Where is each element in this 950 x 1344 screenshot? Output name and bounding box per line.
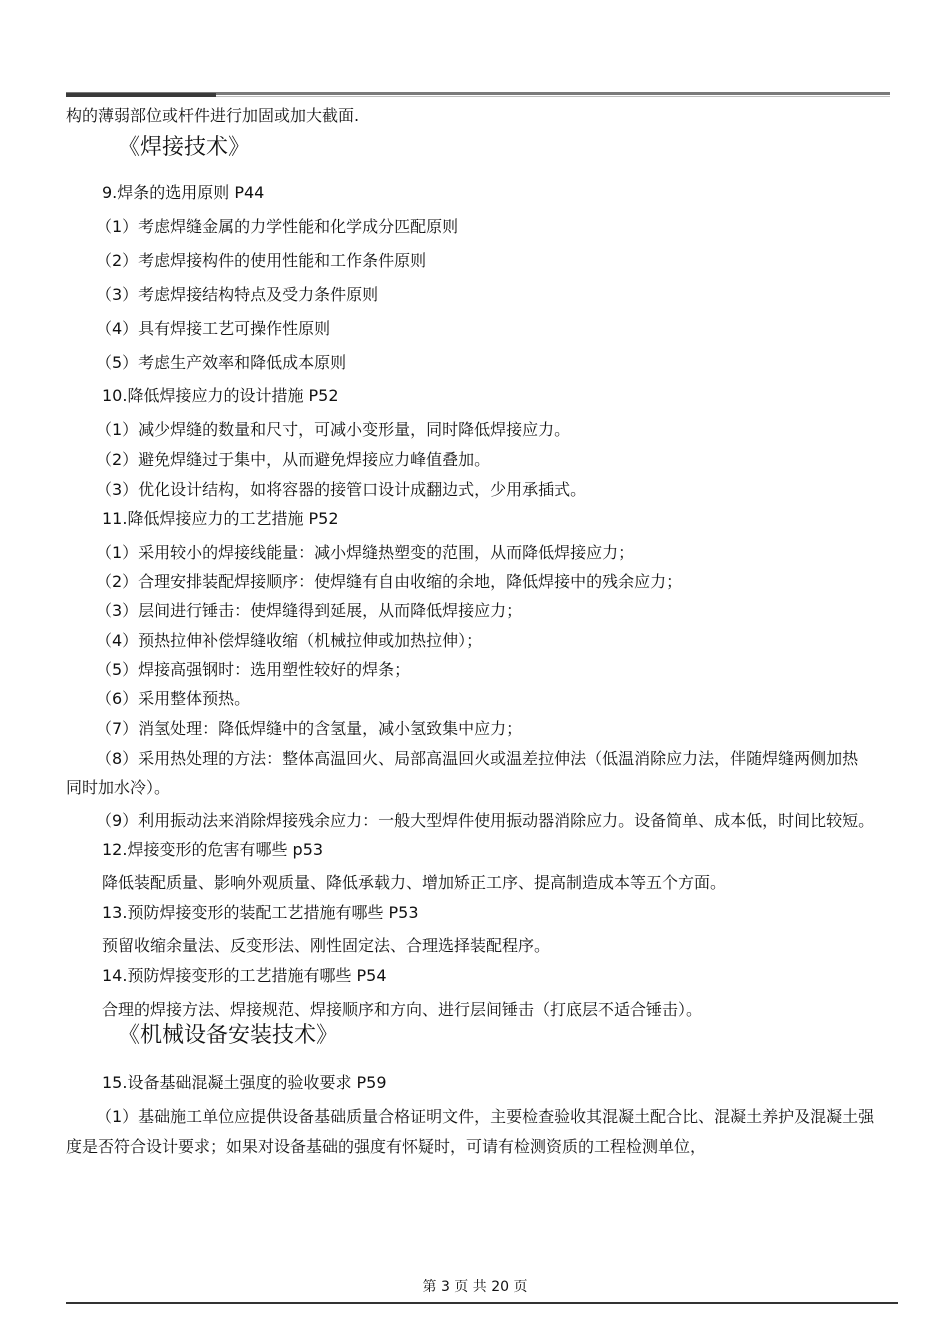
section-heading-installation: 《机械设备安装技术》 <box>118 1023 339 1048</box>
question-10-title: 10.降低焊接应力的设计措施 P52 <box>102 386 339 405</box>
q10-item-2: （2）避免焊缝过于集中，从而避免焊接应力峰值叠加。 <box>96 450 491 469</box>
q9-item-1: （1）考虑焊缝金属的力学性能和化学成分匹配原则 <box>96 217 459 236</box>
q11-item-8: （8）采用热处理的方法：整体高温回火、局部高温回火或温差拉伸法（低温消除应力法，伴随焊缝两侧加热 <box>96 749 859 768</box>
q11-item-5: （5）焊接高强钢时：选用塑性较好的焊条； <box>96 660 411 679</box>
question-14-title: 14.预防焊接变形的工艺措施有哪些 P54 <box>102 966 387 985</box>
question-12-title: 12.焊接变形的危害有哪些 p53 <box>102 840 324 859</box>
q13-answer: 预留收缩余量法、反变形法、刚性固定法、合理选择装配程序。 <box>102 936 551 955</box>
q11-item-3: （3）层间进行锤击：使焊缝得到延展，从而降低焊接应力； <box>96 601 523 620</box>
q11-item-2: （2）合理安排装配焊接顺序：使焊缝有自由收缩的余地，降低焊接中的残余应力； <box>96 572 683 591</box>
q10-item-1: （1）减少焊缝的数量和尺寸，可减小变形量，同时降低焊接应力。 <box>96 420 571 439</box>
section-heading-welding: 《焊接技术》 <box>118 135 251 160</box>
page-number: 第 3 页 共 20 页 <box>422 1279 528 1295</box>
q15-item-1: （1）基础施工单位应提供设备基础质量合格证明文件，主要检查验收其混凝土配合比、混凝土养护及混凝土强 <box>96 1107 875 1126</box>
q14-answer: 合理的焊接方法、焊接规范、焊接顺序和方向、进行层间锤击（打底层不适合锤击）。 <box>102 1000 703 1019</box>
question-15-title: 15.设备基础混凝土强度的验收要求 P59 <box>102 1073 387 1092</box>
continuation-text: 构的薄弱部位或杆件进行加固或加大截面. <box>66 106 360 125</box>
q11-item-1: （1）采用较小的焊接线能量：减小焊缝热塑变的范围，从而降低焊接应力； <box>96 543 635 562</box>
q9-item-4: （4）具有焊接工艺可操作性原则 <box>96 319 331 338</box>
question-13-title: 13.预防焊接变形的装配工艺措施有哪些 P53 <box>102 903 419 922</box>
question-9-title: 9.焊条的选用原则 P44 <box>102 183 265 202</box>
q11-item-9: （9）利用振动法来消除焊接残余应力：一般大型焊件使用振动器消除应力。设备简单、成本低，时间比较短。 <box>96 811 875 830</box>
q9-item-5: （5）考虑生产效率和降低成本原则 <box>96 353 347 372</box>
q11-item-8-cont: 同时加水冷）。 <box>66 778 171 797</box>
header-rule-accent <box>66 93 216 97</box>
q12-answer: 降低装配质量、影响外观质量、降低承载力、增加矫正工序、提高制造成本等五个方面。 <box>102 873 727 892</box>
question-11-title: 11.降低焊接应力的工艺措施 P52 <box>102 509 339 528</box>
q9-item-2: （2）考虑焊接构件的使用性能和工作条件原则 <box>96 251 427 270</box>
q11-item-4: （4）预热拉伸补偿焊缝收缩（机械拉伸或加热拉伸）； <box>96 631 483 650</box>
q9-item-3: （3）考虑焊接结构特点及受力条件原则 <box>96 285 379 304</box>
q10-item-3: （3）优化设计结构，如将容器的接管口设计成翻边式，少用承插式。 <box>96 480 587 499</box>
q15-item-1-cont: 度是否符合设计要求；如果对设备基础的强度有怀疑时，可请有检测资质的工程检测单位， <box>66 1137 707 1156</box>
q11-item-6: （6）采用整体预热。 <box>96 689 251 708</box>
q11-item-7: （7）消氢处理：降低焊缝中的含氢量，减小氢致集中应力； <box>96 719 523 738</box>
footer-rule <box>66 1302 898 1304</box>
